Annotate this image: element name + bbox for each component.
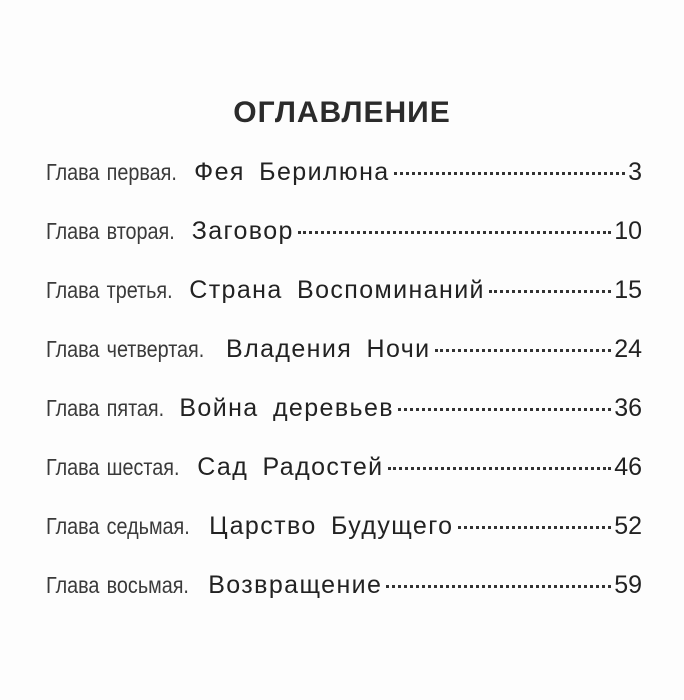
- page-number: 24: [614, 335, 642, 363]
- chapter-title: Фея Берилюна: [194, 158, 390, 186]
- dot-leader: [435, 349, 612, 352]
- chapter-title: Война деревьев: [179, 394, 394, 422]
- toc-entry: [46, 571, 642, 630]
- chapter-number: Глава шестая.: [46, 454, 180, 480]
- chapter-title: Заговор: [191, 217, 294, 245]
- chapter-number: Глава первая.: [46, 159, 177, 185]
- dot-leader: [394, 172, 626, 175]
- toc-entry: [46, 276, 642, 335]
- chapter-number: Глава седьмая.: [46, 513, 190, 539]
- page-number: 36: [614, 394, 642, 422]
- chapter-title: Возвращение: [208, 571, 383, 599]
- dot-leader: [398, 408, 611, 411]
- chapter-title: Царство Будущего: [209, 512, 454, 540]
- toc-entry: [46, 453, 642, 512]
- dot-leader: [298, 231, 611, 234]
- toc-entry: [46, 335, 642, 394]
- chapter-title: Владения Ночи: [226, 335, 431, 363]
- chapter-title: Сад Радостей: [197, 453, 384, 481]
- chapter-number: Глава пятая.: [46, 395, 165, 421]
- page-number: 46: [614, 453, 642, 481]
- dot-leader: [388, 467, 612, 470]
- chapter-number: Глава вторая.: [46, 218, 175, 244]
- chapter-number: Глава восьмая.: [46, 572, 189, 598]
- page-number: 15: [614, 276, 642, 304]
- page-number: 10: [614, 217, 642, 245]
- chapter-number: Глава третья.: [46, 277, 173, 303]
- chapter-number: Глава четвертая.: [46, 336, 205, 362]
- page-number: 52: [614, 512, 642, 540]
- toc-entry: [46, 512, 642, 571]
- toc-entry: [46, 394, 642, 453]
- page-number: 59: [614, 571, 642, 599]
- dot-leader: [489, 290, 611, 293]
- dot-leader: [458, 526, 612, 529]
- dot-leader: [386, 585, 611, 588]
- chapter-title: Страна Воспоминаний: [189, 276, 485, 304]
- toc-heading: ОГЛАВЛЕНИЕ: [233, 96, 451, 129]
- toc-entry: [46, 158, 642, 217]
- page-number: 3: [628, 158, 642, 186]
- toc-list: [46, 158, 642, 630]
- toc-entry: [46, 217, 642, 276]
